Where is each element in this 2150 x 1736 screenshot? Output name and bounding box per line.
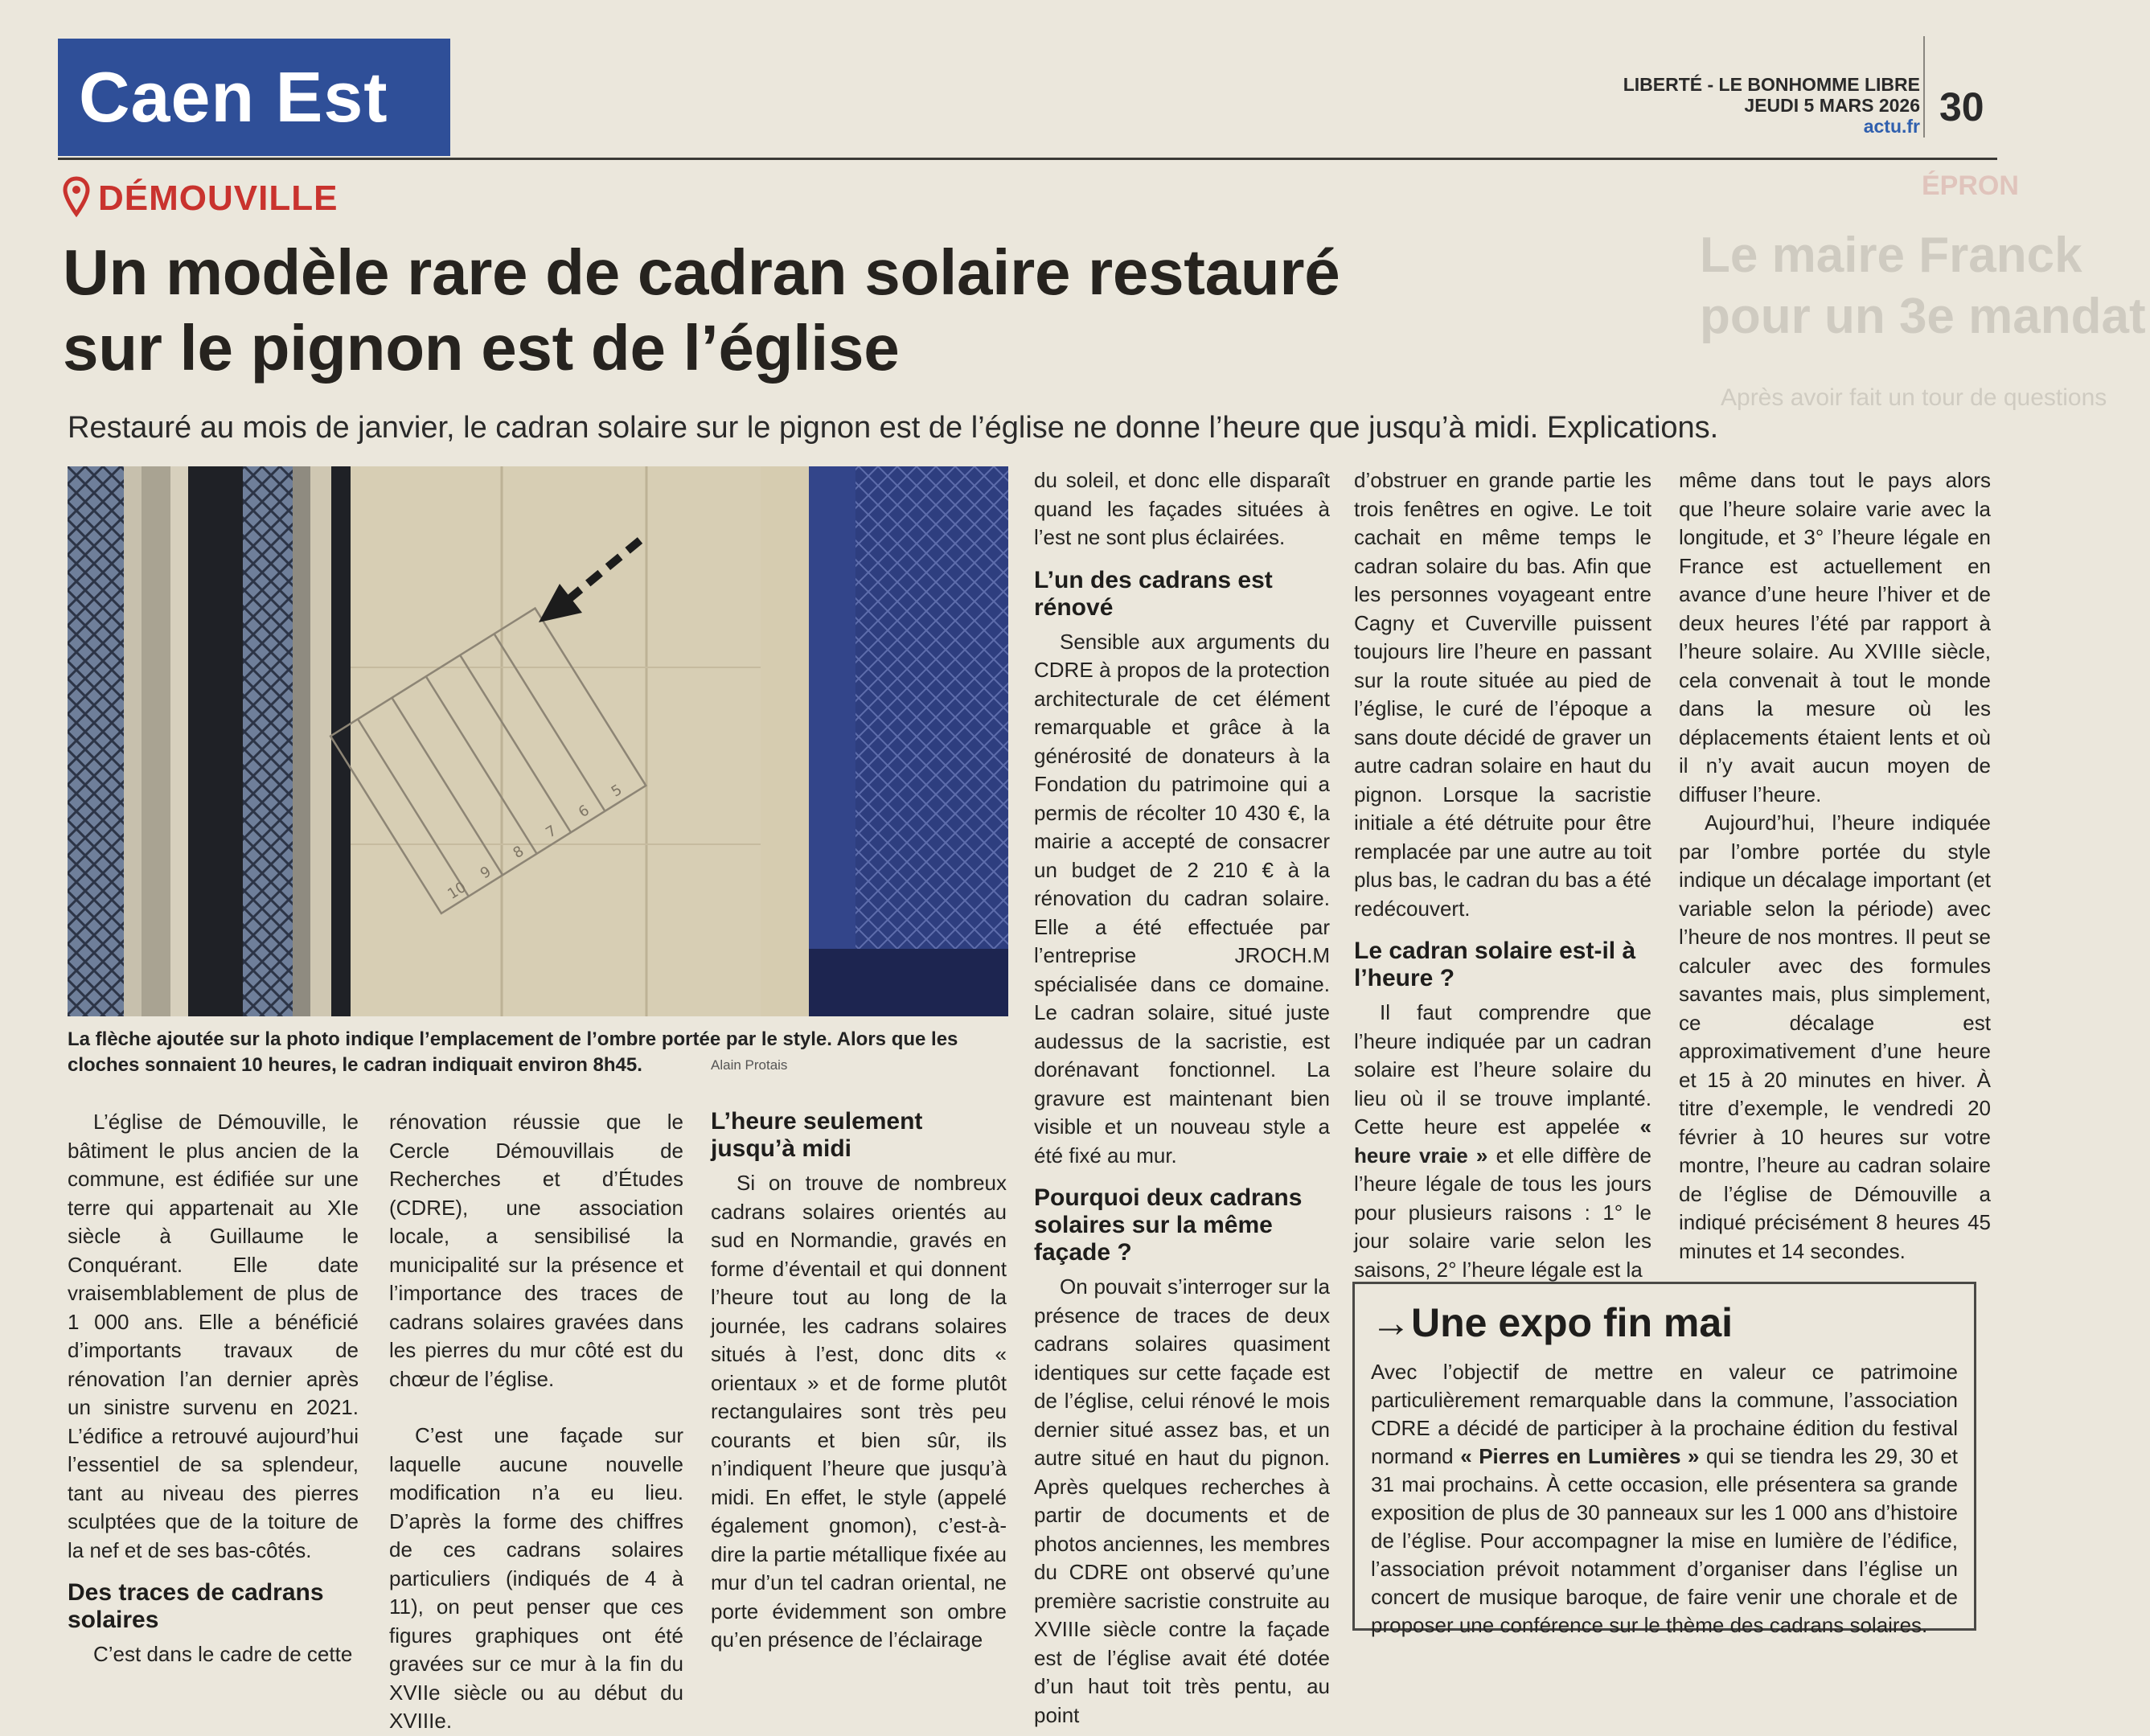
- expo-title-text: Une expo fin mai: [1411, 1300, 1734, 1345]
- newspaper-name: LIBERTÉ - LE BONHOMME LIBRE: [1623, 74, 1920, 95]
- dial-numeral: 9: [477, 863, 494, 883]
- paragraph: Sensible aux arguments du CDRE à propos de la protection architecturale de cet élément remarquable et grâce à la générosité de donateurs à la Fondation du patrimoine qui a permis de récolter 10 430 €, la mairie a accepté de consacrer un budget de 2 210 € à la rénovation du cadran solaire. Elle a été effectuée par l’entreprise JROCH.M spécialisée dans ce domaine. Le cadran solaire, situé juste audessus de la sacristie, est dorénavant fonctionnel. La gravure est maintenant bien visible et un nouveau style a été fixé au mur.: [1034, 629, 1330, 1168]
- headline: [63, 235, 1590, 386]
- dial-numeral: 6: [575, 802, 593, 822]
- text-run: Il faut comprendre que l’heure indiquée par un cadran solaire est l’heure solaire du lieu où il se trouve implanté. Cette heure est appelée: [1354, 1000, 1651, 1139]
- column-3: [711, 1108, 1007, 1655]
- column-1: [68, 1108, 359, 1669]
- paragraph: même dans tout le pays alors que l’heure solaire varie avec la longitude, et 3° l’heure légale en France est actuellement en avance d’une heure l’hiver et de deux heures l’été par rapport à l’heure solaire. Au XVIIIe siècle, cela convenait à tout le monde dans la mesure où les déplacements étaient lents et où il n’y avait aucun moyen de diffuser l’heure.: [1679, 468, 1991, 806]
- dial-numeral: 7: [543, 822, 560, 842]
- neighbour-headline: Le maire Franck pour un 3e mandat: [1700, 228, 2146, 344]
- issue-date: JEUDI 5 MARS 2026: [1744, 95, 1920, 116]
- subheading: Pourquoi deux cadrans solaires sur la même façade ?: [1034, 1184, 1303, 1266]
- paragraph: du soleil, et donc elle disparaît quand les façades situées à l’est ne sont plus éclairées.: [1034, 468, 1330, 549]
- location-pin-icon: [63, 177, 90, 217]
- headline-line-1: Un modèle rare de cadran solaire restauré: [63, 236, 1340, 308]
- location-label: DÉMOUVILLE: [98, 179, 339, 218]
- subheading: L’heure seulement jusqu’à midi: [711, 1108, 923, 1162]
- column-2: [389, 1108, 683, 1736]
- neighbour-standfirst: Après avoir fait un tour de questions: [1721, 384, 2107, 411]
- text-run: Avec l’objectif de mettre en valeur ce patrimoine particulièrement remarquable dans la commune, l’association CDRE a décidé de participer à la prochaine édition du festival normand: [1371, 1360, 1958, 1468]
- text-run: qui se tiendra les 29, 30 et 31 mai prochains. À cette occasion, elle présentera sa grande exposition de plus de 30 panneaux sur les 1 000 ans d’histoire de l’église. Pour accompagner la mise en lumière de l’édifice, l’association prévoit notamment d’organiser dans l’église un concert de musique baroque, de faire venir une chorale et de proposer une conférence sur le thème des cadrans solaires.: [1371, 1444, 1959, 1637]
- paragraph: L’église de Démouville, le bâtiment le plus ancien de la commune, est édifiée sur une terre qui appartenait au XIe siècle à Guillaume le Conquérant. Elle date vraisemblablement de plus de 1 000 ans. Elle a bénéficié d’importants travaux de rénovation l’an dernier après un sinistre survenu en 2021. L’édifice a retrouvé aujourd’hui l’essentiel de sa splendeur, tant au niveau des pierres sculptées que de la toiture de la nef et de ses bas-côtés.: [68, 1110, 359, 1562]
- page-number: 30: [1939, 84, 1984, 129]
- arrow-right-icon: →: [1371, 1300, 1411, 1345]
- subheading: Le cadran solaire est-il à l’heure ?: [1354, 938, 1636, 991]
- neighbour-kicker: ÉPRON: [1922, 170, 2019, 201]
- subheading: L’un des cadrans est rénové: [1034, 566, 1273, 621]
- expo-box: [1352, 1282, 1976, 1637]
- bold-term: « heure vraie »: [1354, 1114, 1651, 1168]
- dial-numeral: 10: [445, 878, 470, 903]
- paragraph: d’obstruer en grande partie les trois fenêtres en ogive. Le toit cachait en même temps le cadran solaire du bas. Afin que les personnes voyageant entre Cagny et Cuverville puissent toujours lire l’heure en passant sur la route située au pied de l’église, le curé de l’époque a sans doute décidé de graver un autre cadran solaire en haut du pignon. Lorsque la sacristie initiale a été détruite pour être remplacée par une autre au toit plus bas, le cadran du bas a été redécouvert.: [1354, 468, 1651, 921]
- section-banner: Caen Est: [58, 39, 450, 156]
- standfirst: Restauré au mois de janvier, le cadran solaire sur le pignon est de l’église ne donne l’heure que jusqu’à midi. Explications.: [68, 411, 1719, 445]
- paragraph: On pouvait s’interroger sur la présence de traces de deux cadrans solaires quasiment identiques sur cette façade est de l’église, celui rénové le mois dernier situé assez bas, et un autre situé en haut du pignon. Après quelques recherches à partir de documents et de photos anciennes, les membres du CDRE ont observé qu’une première sacristie construite au XVIIIe siècle contre la façade est de l’église avait été dotée d’un haut toit très pentu, au point: [1034, 1274, 1330, 1727]
- bold-term: « Pierres en Lumières »: [1460, 1444, 1700, 1468]
- neighbouring-article: [1688, 161, 2146, 499]
- site-name: actu.fr: [1863, 116, 1920, 137]
- paragraph: Aujourd’hui, l’heure indiquée par l’ombre portée du style indique un décalage important (et variable selon la période) avec l’heure de nos montres. Il peut se calculer avec des formules savantes mais, plus simplement, ce décalage est approximativement d’une heure et 15 à 20 minutes en hiver. À titre d’exemple, le vendredi 20 février à 10 heures sur votre montre, l’heure au cadran solaire de l’église de Démouville a indiqué précisément 8 heures 45 minutes et 14 secondes.: [1679, 811, 1991, 1263]
- paragraph: C’est dans le cadre de cette: [93, 1642, 353, 1666]
- dial-numeral: 5: [608, 781, 626, 801]
- dial-numeral: 8: [510, 843, 527, 862]
- paragraph: Si on trouve de nombreux cadrans solaires orientés au sud en Normandie, gravés en forme d’éventail et qui donnent l’heure tout au long de la journée, les cadrans solaires situés à l’est, donc dits « orientaux » et de forme plutôt rectangulaires sont très peu courants et bien sûr, ils n’indiquent l’heure que jusqu’à midi. En effet, le style (appelé également gnomon), c’est-à-dire la partie métallique fixée au mur d’un tel cadran oriental, ne porte évidemment son ombre qu’en présence de l’éclairage: [711, 1171, 1007, 1652]
- photo-caption: La flèche ajoutée sur la photo indique l’emplacement de l’ombre portée par le style. Alors que les cloches sonnaient 10 heures, le cadran indiquait environ 8h45.: [68, 1028, 958, 1076]
- masthead-divider: [1923, 36, 1925, 137]
- text-run: et elle diffère de l’heure légale de tous les jours pour plusieurs raisons : 1° le jour solaire varie selon les saisons, 2° l’heure légale est la: [1354, 1143, 1652, 1282]
- paragraph: [1354, 999, 1651, 1284]
- masthead: [1623, 74, 1920, 137]
- expo-title: [1371, 1299, 1958, 1347]
- header-rule: [58, 158, 1997, 160]
- expo-text: [1371, 1358, 1958, 1640]
- paragraph: C’est une façade sur laquelle aucune nouvelle modification n’a eu lieu. D’après la forme des chiffres de ces cadrans solaires particuliers (indiqués de 4 à 11), on peut penser que ces figures graphiques ont été gravées sur ce mur à la fin du XVIIe siècle ou au début du XVIIIe.: [389, 1423, 683, 1733]
- photo-credit: Alain Protais: [711, 1057, 788, 1073]
- subheading: Des traces de cadrans solaires: [68, 1579, 324, 1633]
- church-wall-illustration: [68, 466, 1008, 1016]
- headline-line-2: sur le pignon est de l’église: [63, 312, 900, 384]
- sundial-photo: [68, 466, 1008, 1016]
- column-6: [1679, 466, 1991, 1266]
- column-4: [1034, 466, 1330, 1730]
- column-5: [1354, 466, 1651, 1284]
- paragraph: rénovation réussie que le Cercle Démouvillais de Recherches et d’Études (CDRE), une association locale, a sensibilisé la municipalité sur la présence et l’importance des traces de cadrans solaires gravées dans les pierres du mur côté est du chœur de l’église.: [389, 1110, 683, 1391]
